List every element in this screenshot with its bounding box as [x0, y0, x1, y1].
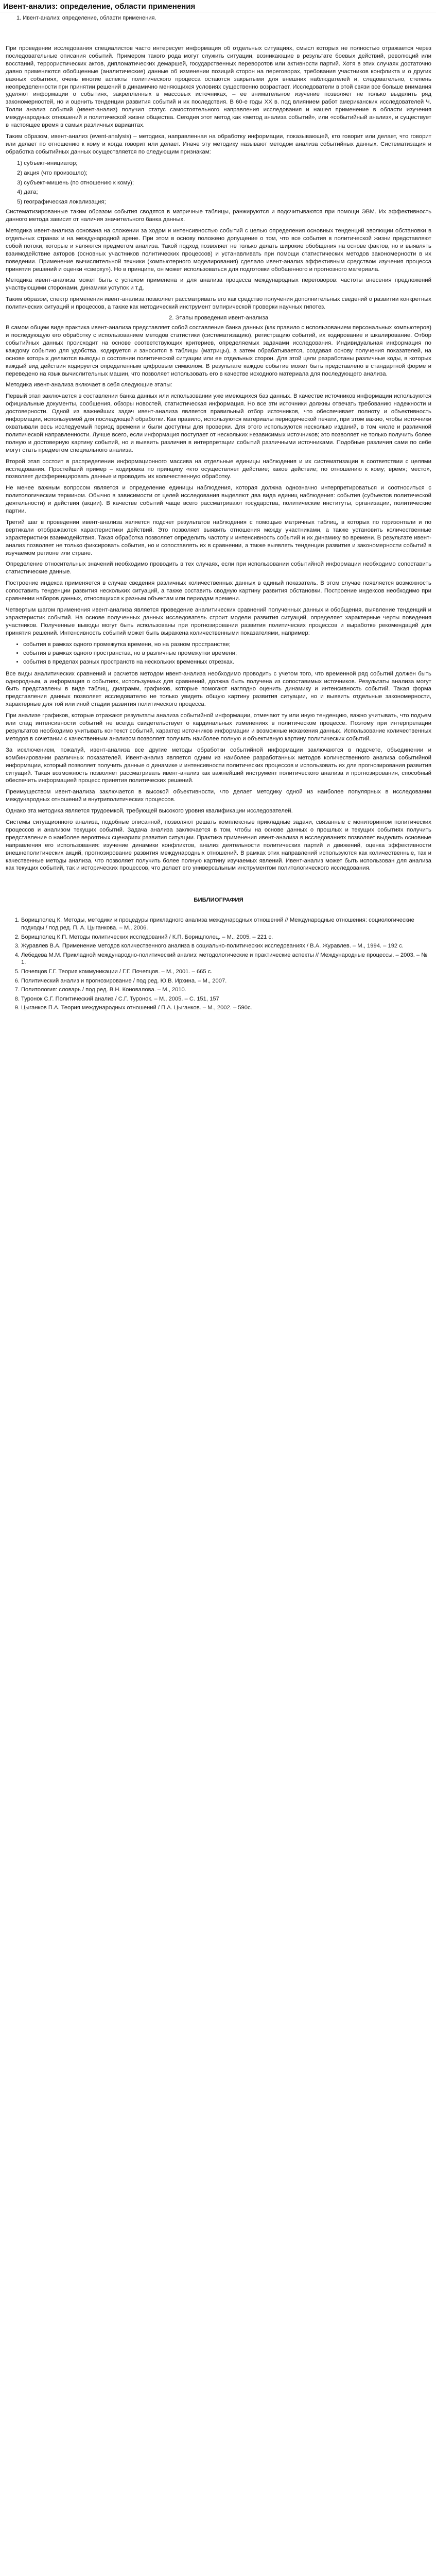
bibliography-entry: 2. Борищполец К.П. Методы политических исследований / К.П. Борищполец. – М., 2005. – 221 с. — [21, 934, 431, 941]
document-body — [0, 45, 436, 1012]
paragraph: Построение индекса применяется в случае сведения различных количественных данных в единый показатель. В этом случае появляется возможность сопоставить тенденции развития нескольких ситуаций, а также составить сводную картину развития обстановки. Построение индексов необходимо при сравнении наборов данных, относящихся к разным объектам или периодам времени. — [6, 580, 431, 602]
paragraph: Систематизированные таким образом события сводятся в матричные таблицы, ранжируются и подсчитываются при помощи ЭВМ. Их эффективность данного метода зависит от наличия значительного банка данных. — [6, 209, 431, 223]
paragraph: Методика ивент-анализа основана на сложении за ходом и интенсивностью событий с целью определения основных тенденций эволюции обстановки в отдельных странах и на международной арене. При этом в основу положено допущение о том, что все события в политической жизни представляют собой потоки, которые и являются предметом анализа. Такой подход позволяет не только делать широкие обобщения на основе фактов, но и выявлять взаимодействие акторов (основных участников политических процессов) и устанавливать при помощи статистических методов закономерности в их поведении. Применение вычислительной техники (компьютерного моделирования) сделало ивент-анализ эффективным средством изучения процесса принятия решений и оценки «сверху»). Но в принципе, он может использоваться для подготовки обобщенного и прогнозного материала. — [6, 228, 431, 273]
paragraph: Системы ситуационного анализа, подобные описанной, позволяют решать комплексные прикладные задачи, связанные с мониторингом политических процессов и анализом текущих событий. Задача анализа заключается в том, чтобы на основе данных о прошлых и текущих событиях получить представление о наиболее вероятных сценариях развития ситуации. Практика применения ивент-анализа в исследованиях позволяет выделить основные направления его использования: изучение динамики конфликтов, анализ деятельности политических партий и движений, оценка эффективности внешнеполитических акций, прогнозирование развития международных отношений. В рамках этих направлений используются как количественные, так и качественные методы анализа, что позволяет получить более полную картину изучаемых явлений. Ивент-анализ может быть использован для анализа как текущих событий, так и исторических процессов, что делает его универсальным инструментом политологического исследования. — [6, 819, 431, 872]
toc-item[interactable]: 1. Ивент-анализ: определение, области применения. — [16, 15, 156, 21]
bibliography-entry: 3. Журавлев В.А. Применение методов количественного анализа в социально-политических исследованиях / В.А. Журавлев. – М., 1994. – 192 с. — [21, 942, 431, 950]
paragraph: При проведении исследования специалистов часто интересует информация об отдельных ситуациях, смысл которых не полностью отражается через последовательные описания событий. Примером такого рода могут служить ситуации, возникающие в результате боевых действий, революций или восстаний, террористических актов, дипломатических демаршей, государственных переворотов или активности партий. Хотя в этих случаях достаточно давно применяются обобщенные (аналитические) данные об изменении позиций сторон на переговорах, требования участников конфликта и о других важных событиях, очень многие аспекты политического процесса остаются закрытыми для внешних наблюдателей и, следовательно, степень неопределенности при принятии решений в динамично меняющихся условиях существенно возрастает. Исследователи в этой связи все больше внимания уделяют информации о событиях, закрепленных в массовых источниках, – ее внимательное изучение позволяет не только выделить ряд закономерностей, но и оценить тенденции развития событий и их последствия. В 60-е годы XX в. под влиянием работ американских исследователей Ч. Толли анализ событий (ивент-анализ) получил статус самостоятельного направления исследования и нашел применение в области изучения международных отношений и политической жизни общества. Сегодня этот метод как «метод анализа событий», или «событийный анализ», и существует в настоящее время в самых различных вариантах. — [6, 45, 431, 129]
comparison-list — [6, 641, 431, 666]
criteria-item: 1) субъект-инициатор; — [17, 160, 78, 166]
paragraph: Определение относительных значений необходимо проводить в тех случаях, если при использовании событийной информации необходимо сопоставить статистические данные. — [6, 561, 431, 575]
paragraph: Все виды аналитических сравнений и расчетов методом ивент-анализа необходимо проводить с учетом того, что временной ряд событий должен быть однородным, а информация о событиях, используемых для сравнений, должна быть получена из сопоставимых источников. Результаты анализа могут быть представлены в виде таблиц, диаграмм, графиков, которые помогают наглядно оценить динамику и интенсивность событий. Такая форма представления данных позволяет исследователю не только увидеть общую картину развития ситуации, но и выявить отдельные закономерности, характерные для той или иной стадии развития политического процесса. — [6, 670, 431, 708]
paragraph: Первый этап заключается в составлении банка данных или использовании уже имеющихся баз данных. В качестве источников информации используются официальные документы, сообщения, обзоры новостей, статистическая информация. Но все эти источники должны отвечать требованию надежности и достоверности. Одной из важнейших задач ивент-анализа является правильный отбор источников, что обеспечивает полноту и объективность информации, используемой для последующей обработки. Как правило, используются материалы периодической печати, при этом важно, чтобы источники охватывали весь исследуемый период времени и были доступны для проверки. Для этого используются несколько изданий, в том числе и различной политической направленности. Лучше всего, если информация поступает от нескольких независимых источников; это позволяет не только получить более полную и достоверную картину событий, но и выявить различия в интерпретации событий различными источниками. Подобные различия сами по себе могут стать предметом специального анализа. — [6, 393, 431, 453]
criteria-item: 4) дата; — [17, 189, 38, 196]
bibliography-entry: 4. Лебедева М.М. Прикладной международно-политический анализ: методологические и практические аспекты // Международные процессы. – 2003. – № 1. — [21, 952, 431, 967]
document-page — [0, 0, 436, 1029]
paragraph: В самом общем виде практика ивент-анализа представляет собой составление банка данных (как правило с использованием персональных компьютеров) и последующую его обработку с использованием методов статистики (систематизацию), регистрацию событий, их кодирование и шкалирование. Отбор событийных данных происходит на основе соответствующих критериев, определяемых задачами исследования. Индивидуальная информация по каждому событию для удобства, кодируется и заносится в таблицы (матрицы), а затем обрабатывается, создавая основу получения показателей, на основе которых делаются выводы о состоянии политической ситуации или ее отдельных сторон. Для этой цели разработаны различные коды, в которых каждый вид действия кодируется определенным цифровым символом. В результате каждое событие может быть представлено в стандартной форме и переведено на язык вычислительных машин, что позволяет использовать его в качестве исходного материала для последующего анализа. — [6, 325, 431, 377]
paragraph: Преимуществом ивент-анализа заключается в высокой объективности, что делает методику одной из наиболее популярных в исследовании международных отношений и внутриполитических процессов. — [6, 789, 431, 803]
paragraph: Второй этап состоит в распределении информационного массива на отдельные единицы наблюдения и их систематизации в соответствии с целями исследования. Простейший пример – кодировка по принципу «кто осуществляет действие; какое действие; по отношению к кому; время; место», позволяет дифференцировать данные и проводить их количественную обработку. — [6, 458, 431, 480]
bibliography-entry: 5. Почепцов Г.Г. Теория коммуникации / Г.Г. Почепцов. – М., 2001. – 665 с. — [21, 968, 431, 976]
paragraph: Однако эта методика является трудоемкой, требующей высокого уровня квалификации исследователей. — [6, 808, 293, 815]
paragraph: Не менее важным вопросом является и определение единицы наблюдения, которая должна однозначно интерпретироваться и соотноситься с политологическим термином. Обычно в зависимости от целей исследования выделяют два вида единиц наблюдения: события (субъектов политической деятельности) и действия (акции). В качестве событий чаще всего рассматривают государства, политические институты, организации, политические партии. — [6, 485, 431, 515]
bibliography-heading: БИБЛИОГРАФИЯ — [194, 897, 243, 904]
page-title: Ивент-анализ: определение, области применения — [0, 0, 436, 12]
bibliography-list — [6, 917, 431, 1012]
criteria-item: 5) географическая локализация; — [17, 199, 106, 206]
list-item: • события в пределах разных пространств на нескольких временных отрезках. — [23, 658, 431, 666]
list-item: • события в рамках одного пространства, но в различные промежутки времени; — [23, 650, 431, 657]
bibliography-entry: 1. Борищполец К. Методы, методики и процедуры прикладного анализа международных отношений // Международные отношения: социологические подходы / под ред. П. А. Цыганкова. – М., 2006. — [21, 917, 431, 931]
paragraph: Четвертым шагом применения ивент-анализа является проведение аналитических сравнений полученных данных и обобщения, выявление тенденций и характеристик событий. На основе полученных данных исследователь строит модели развития ситуаций, определяет характерные черты поведения участников. Полученные выводы могут быть использованы при прогнозировании развития политических процессов и выработке рекомендаций для принятия решений. Интенсивность событий может быть выражена количественными показателями, например: — [6, 607, 431, 636]
paragraph: При анализе графиков, которые отражают результаты анализа событийной информации, отмечают ту или иную тенденцию, важно учитывать, что подъем или спад интенсивности событий не всегда свидетельствует о кардинальных изменениях в политическом процессе. Поэтому при интерпретации результатов необходимо учитывать контекст событий, характер источников информации и возможные искажения данных. Использование количественных методов в сочетании с качественным анализом позволяет получить наиболее полную и объективную картину политических событий. — [6, 713, 431, 742]
criteria-item: 2) акция (что произошло); — [17, 170, 88, 176]
paragraph: Таким образом, спектр применения ивент-анализа позволяет рассматривать его как средство получения дополнительных сведений о развитии конкретных политических ситуаций и процессов, а также как методический инструмент эмпирической проверки научных гипотез. — [6, 296, 431, 311]
paragraph: Методика ивент-анализа включает в себя следующие этапы: — [6, 382, 172, 388]
paragraph: Третий шаг в проведении ивент-анализа является подсчет результатов наблюдения с помощью матричных таблиц, в которых по горизонтали и по вертикали отображаются характеристики действий. Это позволяет выявить отношения между участниками, а также установить количественные характеристики взаимодействия. Такая обработка позволяет определить частоту и интенсивность событий и их динамику во времени. В результате ивент-анализ позволяет не только фиксировать события, но и сопоставлять их в сравнении, а также выявлять тенденции развития и закономерности событий в изучаемом регионе или стране. — [6, 519, 431, 556]
paragraph: Таким образом, ивент-анализ (event-analysis) – методика, направленная на обработку информации, показывающей, кто говорит или делает, что говорит или делает по отношению к кому и когда говорит или делает. Иначе эту методику называют методом анализа событийных данных. Систематизация и обработка событийных данных осуществляется по следующим признакам: — [6, 133, 431, 155]
bibliography-entry: 6. Политический анализ и прогнозирование / под ред. Ю.В. Ирхина. – М., 2007. — [21, 977, 431, 985]
paragraph: За исключением, пожалуй, ивент-анализа все другие методы обработки событийной информации заключаются в подсчете, объединении и комбинировании различных показателей. Ивент-анализ является одним из наиболее разработанных методов количественного анализа событийной информации, который позволяет получить данные о динамике и интенсивности политических процессов и использовать их для прогнозирования развития ситуаций. Такая возможность позволяет рассматривать ивент-анализ как важнейший инструмент политического анализа и прогнозирования, способный обеспечить информацией процесс принятия политических решений. — [6, 747, 431, 784]
table-of-contents — [0, 14, 436, 22]
bibliography-entry: 7. Политология: словарь / под ред. В.Н. Коновалова. – М., 2010. — [21, 986, 431, 994]
section-heading: 2. Этапы проведения ивент-анализа — [168, 315, 269, 321]
paragraph: Методика ивент-анализа может быть с успехом применена и для анализа процесса международных переговоров: частоты внесения предложений участвующими сторонами, динамики уступок и т.д. — [6, 277, 431, 292]
bibliography-entry: 8. Туронок С.Г. Политический анализ / С.Г. Туронок. – М., 2005. – С. 151, 157 — [21, 995, 431, 1003]
criteria-item: 3) субъект-мишень (по отношению к кому); — [17, 179, 134, 186]
list-item: • события в рамках одного промежутка времени, но на разном пространстве; — [23, 641, 431, 649]
bibliography-entry: 9. Цыганков П.А. Теория международных отношений / П.А. Цыганков. – М., 2002. – 590с. — [21, 1004, 431, 1012]
